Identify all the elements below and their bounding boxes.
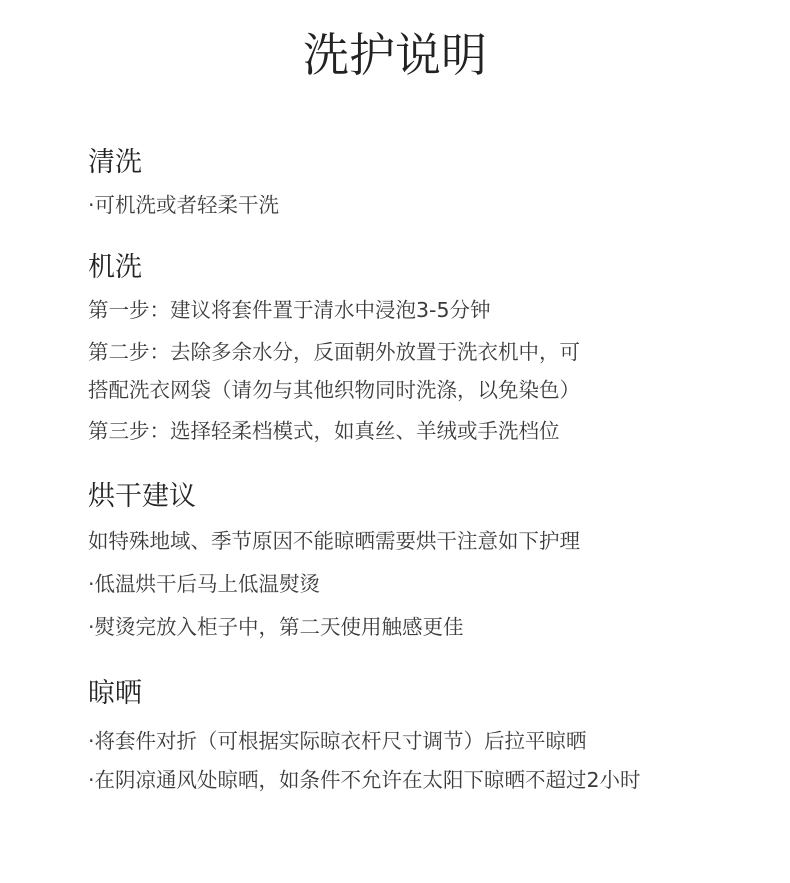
section-line: ·可机洗或者轻柔干洗 — [88, 193, 280, 217]
section-line: ·在阴凉通风处晾晒，如条件不允许在太阳下晾晒不超过2小时 — [88, 768, 641, 792]
section-line: 第三步：选择轻柔档模式，如真丝、羊绒或手洗档位 — [88, 419, 560, 443]
page-title: 洗护说明 — [303, 28, 487, 82]
section-heading: 机洗 — [88, 252, 142, 283]
section-heading: 晾晒 — [88, 678, 142, 709]
section-heading: 烘干建议 — [88, 481, 196, 512]
section-line: ·熨烫完放入柜子中，第二天使用触感更佳 — [88, 615, 464, 639]
section-line: 第二步：去除多余水分，反面朝外放置于洗衣机中，可 — [88, 340, 580, 364]
section-line: 如特殊地域、季节原因不能晾晒需要烘干注意如下护理 — [88, 529, 580, 553]
section-heading: 清洗 — [88, 147, 142, 178]
section-line: 第一步：建议将套件置于清水中浸泡3-5分钟 — [88, 298, 491, 322]
section-line: ·低温烘干后马上低温熨烫 — [88, 572, 321, 596]
section-line: ·将套件对折（可根据实际晾衣杆尺寸调节）后拉平晾晒 — [88, 729, 587, 753]
section-line: 搭配洗衣网袋（请勿与其他织物同时洗涤，以免染色） — [88, 378, 580, 402]
